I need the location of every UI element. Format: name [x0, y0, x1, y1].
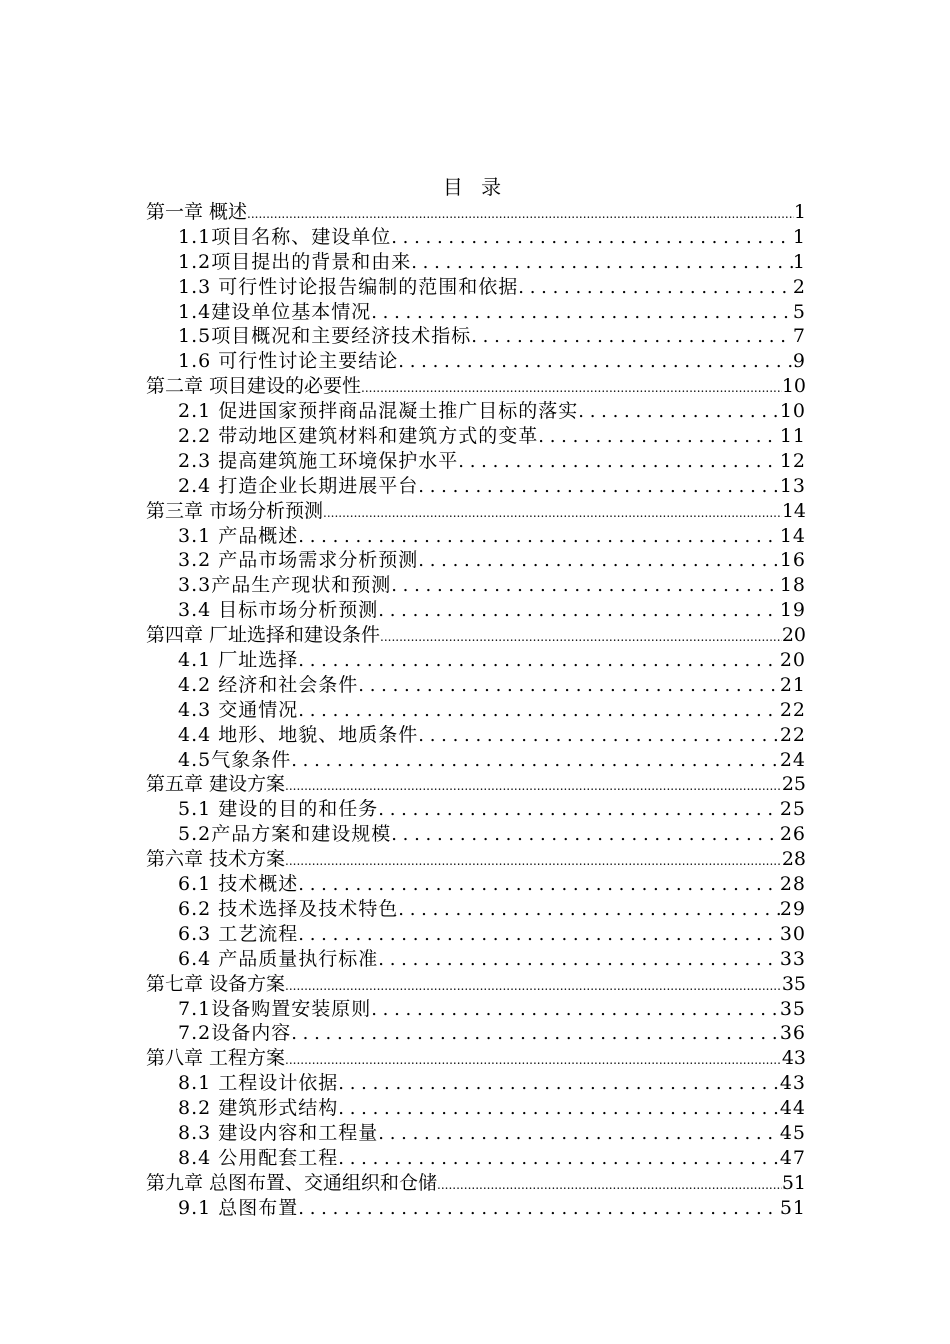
toc-entry-label: 第二章 项目建设的必要性 — [146, 375, 362, 398]
dot-leader — [391, 225, 793, 251]
dot-leader — [437, 1171, 782, 1198]
toc-entry-label: 第六章 技术方案 — [146, 848, 286, 871]
toc-section-entry[interactable] — [146, 474, 806, 499]
toc-entry-label: 6.3 工艺流程 — [178, 922, 299, 945]
dot-leader — [378, 1121, 780, 1147]
dot-leader — [371, 300, 793, 326]
toc-page-number: 10 — [781, 375, 806, 398]
dot-leader — [361, 374, 782, 401]
dot-leader — [298, 648, 780, 674]
toc-chapter-entry[interactable] — [146, 374, 806, 399]
toc-section-entry[interactable] — [146, 349, 806, 374]
dot-leader — [418, 723, 780, 749]
toc-page-number: 45 — [779, 1121, 806, 1144]
toc-chapter-entry[interactable] — [146, 200, 806, 225]
toc-page-number: 43 — [781, 1047, 806, 1070]
toc-section-entry[interactable] — [146, 1021, 806, 1046]
toc-entry-label: 1.6 可行性讨论主要结论 — [178, 350, 399, 373]
toc-entry-label: 8.2 建筑形式结构 — [178, 1097, 339, 1120]
toc-entry-label: 4.4 地形、地貌、地质条件 — [178, 723, 419, 746]
toc-entry-label: 第四章 厂址选择和建设条件 — [146, 624, 381, 647]
dot-leader — [378, 797, 780, 823]
toc-entry-label: 4.5气象条件 — [178, 748, 292, 771]
toc-entry-label: 第一章 概述 — [146, 201, 248, 223]
toc-entry-label: 1.1项目名称、建设单位 — [178, 225, 392, 248]
dot-leader — [285, 972, 782, 999]
toc-page-number: 25 — [779, 798, 806, 821]
toc-chapter-entry[interactable] — [146, 972, 806, 997]
toc-page-number: 10 — [779, 400, 806, 423]
toc-section-entry[interactable] — [146, 424, 806, 449]
toc-section-entry[interactable] — [146, 300, 806, 325]
toc-section-entry[interactable] — [146, 1071, 806, 1096]
dot-leader — [418, 548, 780, 574]
toc-page-number: 28 — [781, 848, 806, 871]
toc-section-entry[interactable] — [146, 1146, 806, 1171]
toc-entry-label: 5.1 建设的目的和任务 — [178, 798, 379, 821]
toc-page-number: 14 — [781, 499, 806, 522]
toc-page-number: 22 — [779, 723, 806, 746]
toc-page-number: 7 — [792, 325, 806, 348]
toc-page-number: 35 — [779, 997, 806, 1020]
dot-leader — [338, 1071, 780, 1097]
toc-section-entry[interactable] — [146, 1121, 806, 1146]
toc-page-number: 43 — [779, 1072, 806, 1095]
toc-entry-label: 8.4 公用配套工程 — [178, 1146, 339, 1169]
toc-chapter-entry[interactable] — [146, 1046, 806, 1071]
toc-chapter-entry[interactable] — [146, 847, 806, 872]
toc-section-entry[interactable] — [146, 673, 806, 698]
dot-leader — [285, 1046, 782, 1073]
toc-entry-label: 7.1设备购置安装原则 — [178, 997, 372, 1020]
toc-page-number: 28 — [779, 873, 806, 896]
dot-leader — [398, 349, 793, 375]
toc-page-number: 21 — [779, 673, 806, 696]
toc-page-number: 29 — [779, 897, 806, 920]
toc-page-number: 24 — [779, 748, 806, 771]
toc-section-entry[interactable] — [146, 1196, 806, 1221]
toc-entry-label: 6.2 技术选择及技术特色 — [178, 897, 399, 920]
toc-page-number: 47 — [779, 1146, 806, 1169]
toc-entry-label: 1.4建设单位基本情况 — [178, 300, 372, 323]
toc-section-entry[interactable] — [146, 449, 806, 474]
dot-leader — [298, 922, 780, 948]
toc-page-number: 25 — [781, 773, 806, 796]
toc-page-number: 36 — [779, 1022, 806, 1045]
toc-entry-label: 7.2设备内容 — [178, 1022, 292, 1045]
toc-chapter-entry[interactable] — [146, 499, 806, 524]
toc-entry-label: 第三章 市场分析预测 — [146, 499, 324, 522]
toc-entry-label: 8.3 建设内容和工程量 — [178, 1121, 379, 1144]
toc-entry-label: 1.2项目提出的背景和由来 — [178, 250, 412, 273]
toc-title: 目 录 — [442, 175, 508, 199]
toc-entry-label: 1.5项目概况和主要经济技术指标 — [178, 325, 472, 348]
toc-entry-label: 2.4 打造企业长期进展平台 — [178, 474, 419, 497]
toc-page-number: 1 — [793, 201, 806, 223]
dot-leader — [291, 1021, 780, 1047]
toc-section-entry[interactable] — [146, 723, 806, 748]
toc-page-number: 13 — [779, 474, 806, 497]
toc-entry-label: 2.2 带动地区建筑材料和建筑方式的变革 — [178, 425, 539, 448]
dot-leader — [380, 623, 782, 650]
dot-leader — [298, 872, 780, 898]
toc-chapter-entry[interactable] — [146, 772, 806, 797]
toc-page-number: 44 — [779, 1097, 806, 1120]
toc-entry-label: 3.4 目标市场分析预测 — [178, 599, 379, 622]
dot-leader — [391, 822, 780, 848]
toc-entry-label: 3.2 产品市场需求分析预测 — [178, 549, 419, 572]
toc-page-number: 22 — [779, 698, 806, 721]
toc-entry-label: 9.1 总图布置 — [178, 1196, 299, 1219]
dot-leader — [411, 250, 793, 276]
toc-section-entry[interactable] — [146, 648, 806, 673]
toc-section-entry[interactable] — [146, 275, 806, 300]
toc-page-number: 5 — [792, 300, 806, 323]
toc-page-number: 12 — [779, 449, 806, 472]
toc-page-number: 35 — [781, 972, 806, 995]
toc-entry-label: 3.1 产品概述 — [178, 524, 299, 547]
toc-entry-label: 2.1 促进国家预拌商品混凝土推广目标的落实 — [178, 400, 579, 423]
toc-page-number: 20 — [779, 649, 806, 672]
toc-chapter-entry[interactable] — [146, 623, 806, 648]
toc-section-entry[interactable] — [146, 748, 806, 773]
toc-page-number: 26 — [779, 823, 806, 846]
toc-entry-label: 1.3 可行性讨论报告编制的范围和依据 — [178, 275, 519, 298]
dot-leader — [398, 897, 780, 923]
dot-leader — [578, 399, 780, 425]
toc-section-entry[interactable] — [146, 698, 806, 723]
dot-leader — [247, 200, 794, 227]
dot-leader — [378, 598, 780, 624]
toc-page-number: 16 — [779, 549, 806, 572]
toc-section-entry[interactable] — [146, 225, 806, 250]
dot-leader — [323, 499, 782, 526]
dot-leader — [298, 1196, 780, 1222]
toc-page-number: 30 — [779, 922, 806, 945]
toc-section-entry[interactable] — [146, 399, 806, 424]
toc-page-number: 51 — [781, 1171, 806, 1194]
table-of-contents — [146, 200, 806, 1221]
dot-leader — [371, 997, 780, 1023]
toc-entry-label: 6.1 技术概述 — [178, 873, 299, 896]
toc-page-number: 2 — [792, 275, 806, 298]
toc-section-entry[interactable] — [146, 324, 806, 349]
toc-section-entry[interactable] — [146, 797, 806, 822]
dot-leader — [338, 1096, 780, 1122]
toc-entry-label: 第九章 总图布置、交通组织和仓储 — [146, 1171, 438, 1194]
toc-entry-label: 4.2 经济和社会条件 — [178, 673, 359, 696]
dot-leader — [471, 324, 793, 350]
dot-leader — [298, 698, 780, 724]
toc-section-entry[interactable] — [146, 947, 806, 972]
toc-entry-label: 第五章 建设方案 — [146, 773, 286, 796]
toc-page-number: 51 — [779, 1196, 806, 1219]
toc-entry-label: 4.1 厂址选择 — [178, 649, 299, 672]
dot-leader — [458, 449, 780, 475]
toc-entry-label: 第八章 工程方案 — [146, 1047, 286, 1070]
toc-section-entry[interactable] — [146, 997, 806, 1022]
toc-page-number: 19 — [779, 599, 806, 622]
dot-leader — [298, 524, 780, 550]
toc-entry-label: 3.3产品生产现状和预测 — [178, 574, 392, 597]
toc-entry-label: 第七章 设备方案 — [146, 972, 286, 995]
dot-leader — [518, 275, 793, 301]
dot-leader — [291, 748, 780, 774]
toc-section-entry[interactable] — [146, 524, 806, 549]
dot-leader — [391, 573, 780, 599]
toc-page-number: 1 — [792, 225, 806, 248]
toc-page-number: 20 — [781, 624, 806, 647]
toc-page-number: 14 — [779, 524, 806, 547]
toc-section-entry[interactable] — [146, 922, 806, 947]
dot-leader — [378, 947, 780, 973]
toc-page-number: 1 — [792, 250, 806, 273]
toc-entry-label: 6.4 产品质量执行标准 — [178, 947, 379, 970]
toc-chapter-entry[interactable] — [146, 1171, 806, 1196]
dot-leader — [538, 424, 780, 450]
dot-leader — [338, 1146, 780, 1172]
toc-section-entry[interactable] — [146, 598, 806, 623]
dot-leader — [418, 474, 780, 500]
dot-leader — [358, 673, 780, 699]
toc-entry-label: 5.2产品方案和建设规模 — [178, 823, 392, 846]
toc-page-number: 9 — [792, 350, 806, 373]
toc-page-number: 11 — [779, 425, 806, 448]
dot-leader — [285, 847, 782, 874]
toc-section-entry[interactable] — [146, 573, 806, 598]
toc-entry-label: 4.3 交通情况 — [178, 698, 299, 721]
toc-page-number: 33 — [779, 947, 806, 970]
toc-page-number: 18 — [779, 574, 806, 597]
toc-entry-label: 8.1 工程设计依据 — [178, 1072, 339, 1095]
toc-entry-label: 2.3 提高建筑施工环境保护水平 — [178, 449, 459, 472]
toc-section-entry[interactable] — [146, 250, 806, 275]
dot-leader — [285, 772, 782, 799]
toc-section-entry[interactable] — [146, 897, 806, 922]
toc-section-entry[interactable] — [146, 1096, 806, 1121]
toc-section-entry[interactable] — [146, 822, 806, 847]
toc-section-entry[interactable] — [146, 872, 806, 897]
toc-section-entry[interactable] — [146, 548, 806, 573]
